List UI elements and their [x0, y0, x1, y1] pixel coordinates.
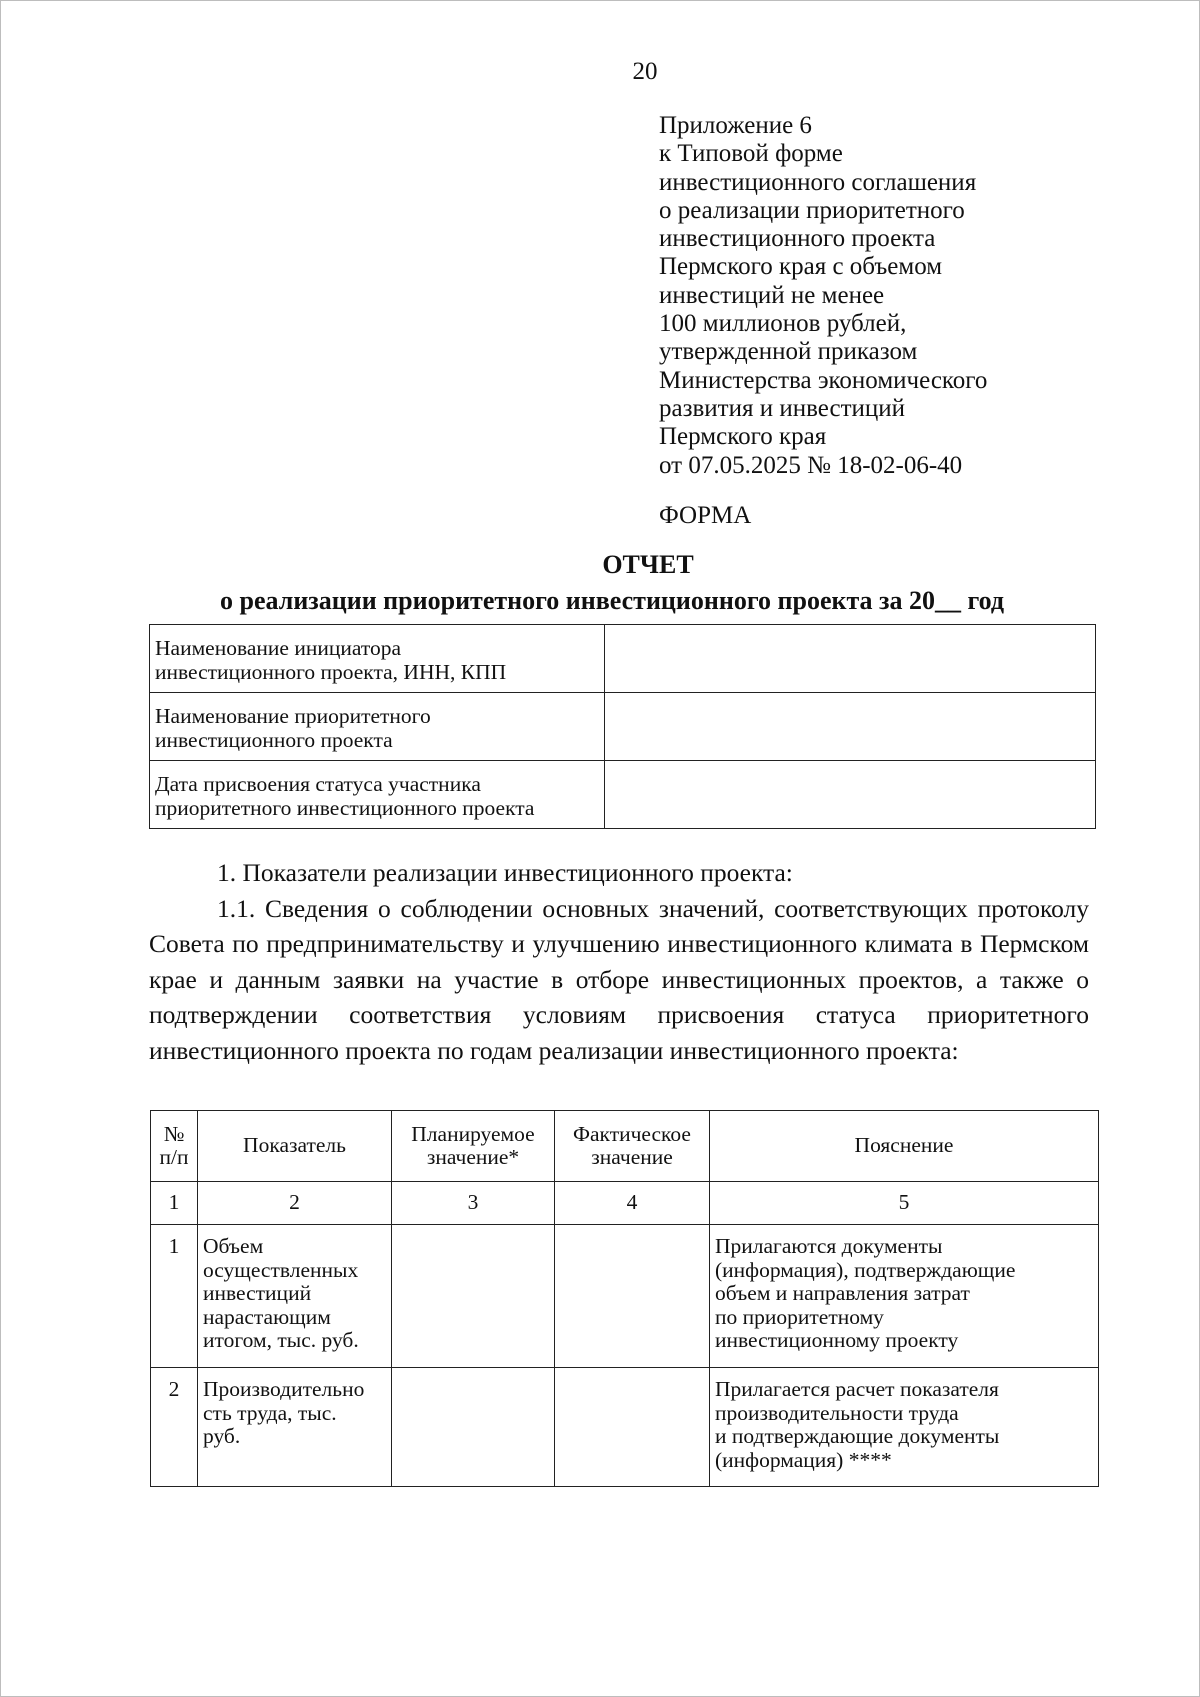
note-cell: [710, 1225, 1099, 1368]
indicators-table: [150, 1110, 1099, 1487]
info-label-line: Наименование инициатора: [155, 635, 401, 660]
header-text: №: [163, 1121, 185, 1146]
column-number: 2: [198, 1182, 392, 1225]
appendix-line: от 07.05.2025 № 18-02-06-40: [659, 451, 963, 479]
note-line: (информация), подтверждающие: [715, 1257, 1016, 1282]
column-number: 4: [555, 1182, 710, 1225]
info-label-line: Дата присвоения статуса участника: [155, 771, 481, 796]
section-text: [149, 855, 1089, 1068]
info-value-field[interactable]: [605, 625, 1096, 693]
header-text: значение*: [426, 1145, 520, 1169]
info-label-cell: [150, 761, 605, 829]
indicator-line: руб.: [203, 1424, 241, 1448]
planned-value-field[interactable]: [392, 1225, 555, 1368]
header-indicator: Показатель: [198, 1111, 392, 1182]
info-label-line: Наименование приоритетного: [155, 703, 431, 728]
appendix-line: инвестиционного проекта: [659, 225, 936, 253]
appendix-line: Пермского края с объемом: [659, 253, 943, 281]
indicator-line: Объем: [203, 1234, 264, 1258]
report-subtitle: о реализации приоритетного инвестиционного проекта за 20__ год: [220, 586, 1005, 615]
form-label: ФОРМА: [659, 502, 752, 529]
header-text: Фактическое: [573, 1121, 691, 1146]
page-number: 20: [632, 58, 658, 85]
table-row: [151, 1368, 1099, 1487]
row-number: 1: [151, 1225, 198, 1368]
note-cell: [710, 1368, 1099, 1487]
section-paragraph: 1.1. Сведения о соблюдении основных значений, соответствующих протоколу Совета по предпринимательству и улучшению инвестиционного климата в Пермском крае и данным заявки на участие в отборе инвестиционных проектов, а также о подтверждении соответствия условиям присвоения статуса приоритетного инвестиционного проекта по годам реализации инвестиционного проекта:: [149, 893, 1089, 1065]
appendix-line: к Типовой форме: [659, 140, 843, 168]
indicator-line: Производительно: [203, 1377, 365, 1401]
table-row: [151, 1225, 1099, 1368]
table-row: [150, 625, 1096, 693]
column-number: 5: [710, 1182, 1099, 1225]
note-line: производительности труда: [715, 1400, 959, 1425]
section-heading: 1. Показатели реализации инвестиционного проекта:: [217, 858, 793, 887]
header-text: Планируемое: [411, 1121, 535, 1146]
info-label-cell: [150, 693, 605, 761]
note-line: по приоритетному: [715, 1304, 884, 1329]
table-row: [150, 761, 1096, 829]
note-line: инвестиционному проекту: [715, 1328, 959, 1352]
indicator-name: [198, 1368, 392, 1487]
note-line: Прилагается расчет показателя: [715, 1377, 999, 1401]
table-header-row: [151, 1111, 1099, 1182]
project-info-table: [149, 624, 1096, 829]
indicator-line: инвестиций: [203, 1281, 312, 1305]
appendix-line: развития и инвестиций: [659, 394, 906, 422]
info-label-line: приоритетного инвестиционного проекта: [155, 795, 535, 820]
header-text: п/п: [159, 1145, 189, 1169]
column-number: 1: [151, 1182, 198, 1225]
column-number-row: [151, 1182, 1099, 1225]
header-number: [151, 1111, 198, 1182]
appendix-line: Министерства экономического: [659, 366, 988, 394]
note-line: Прилагаются документы: [715, 1234, 943, 1258]
appendix-line: о реализации приоритетного: [659, 196, 965, 224]
indicator-line: итогом, тыс. руб.: [203, 1328, 359, 1352]
header-text: значение: [591, 1145, 673, 1169]
appendix-block: [659, 112, 1079, 480]
report-title: ОТЧЕТ: [602, 550, 694, 579]
header-actual: [555, 1111, 710, 1182]
header-note: Пояснение: [710, 1111, 1099, 1182]
actual-value-field[interactable]: [555, 1225, 710, 1368]
appendix-line: Пермского края: [659, 423, 827, 451]
indicator-line: нарастающим: [203, 1304, 331, 1329]
header-planned: [392, 1111, 555, 1182]
table-row: [150, 693, 1096, 761]
info-value-field[interactable]: [605, 761, 1096, 829]
appendix-line: Приложение 6: [659, 112, 812, 139]
note-line: (информация) ****: [715, 1447, 892, 1472]
info-label-line: инвестиционного проекта: [155, 727, 393, 752]
note-line: объем и направления затрат: [715, 1281, 970, 1305]
appendix-line: утвержденной приказом: [659, 338, 918, 366]
planned-value-field[interactable]: [392, 1368, 555, 1487]
info-label-line: инвестиционного проекта, ИНН, КПП: [155, 659, 507, 684]
indicator-line: осуществленных: [203, 1257, 359, 1282]
appendix-line: 100 миллионов рублей,: [659, 310, 907, 338]
indicator-name: [198, 1225, 392, 1368]
actual-value-field[interactable]: [555, 1368, 710, 1487]
appendix-line: инвестиций не менее: [659, 281, 885, 309]
info-value-field[interactable]: [605, 693, 1096, 761]
appendix-line: инвестиционного соглашения: [659, 168, 977, 196]
indicator-line: сть труда, тыс.: [203, 1400, 337, 1425]
column-number: 3: [392, 1182, 555, 1225]
row-number: 2: [151, 1368, 198, 1487]
note-line: и подтверждающие документы: [715, 1424, 1000, 1448]
info-label-cell: [150, 625, 605, 693]
